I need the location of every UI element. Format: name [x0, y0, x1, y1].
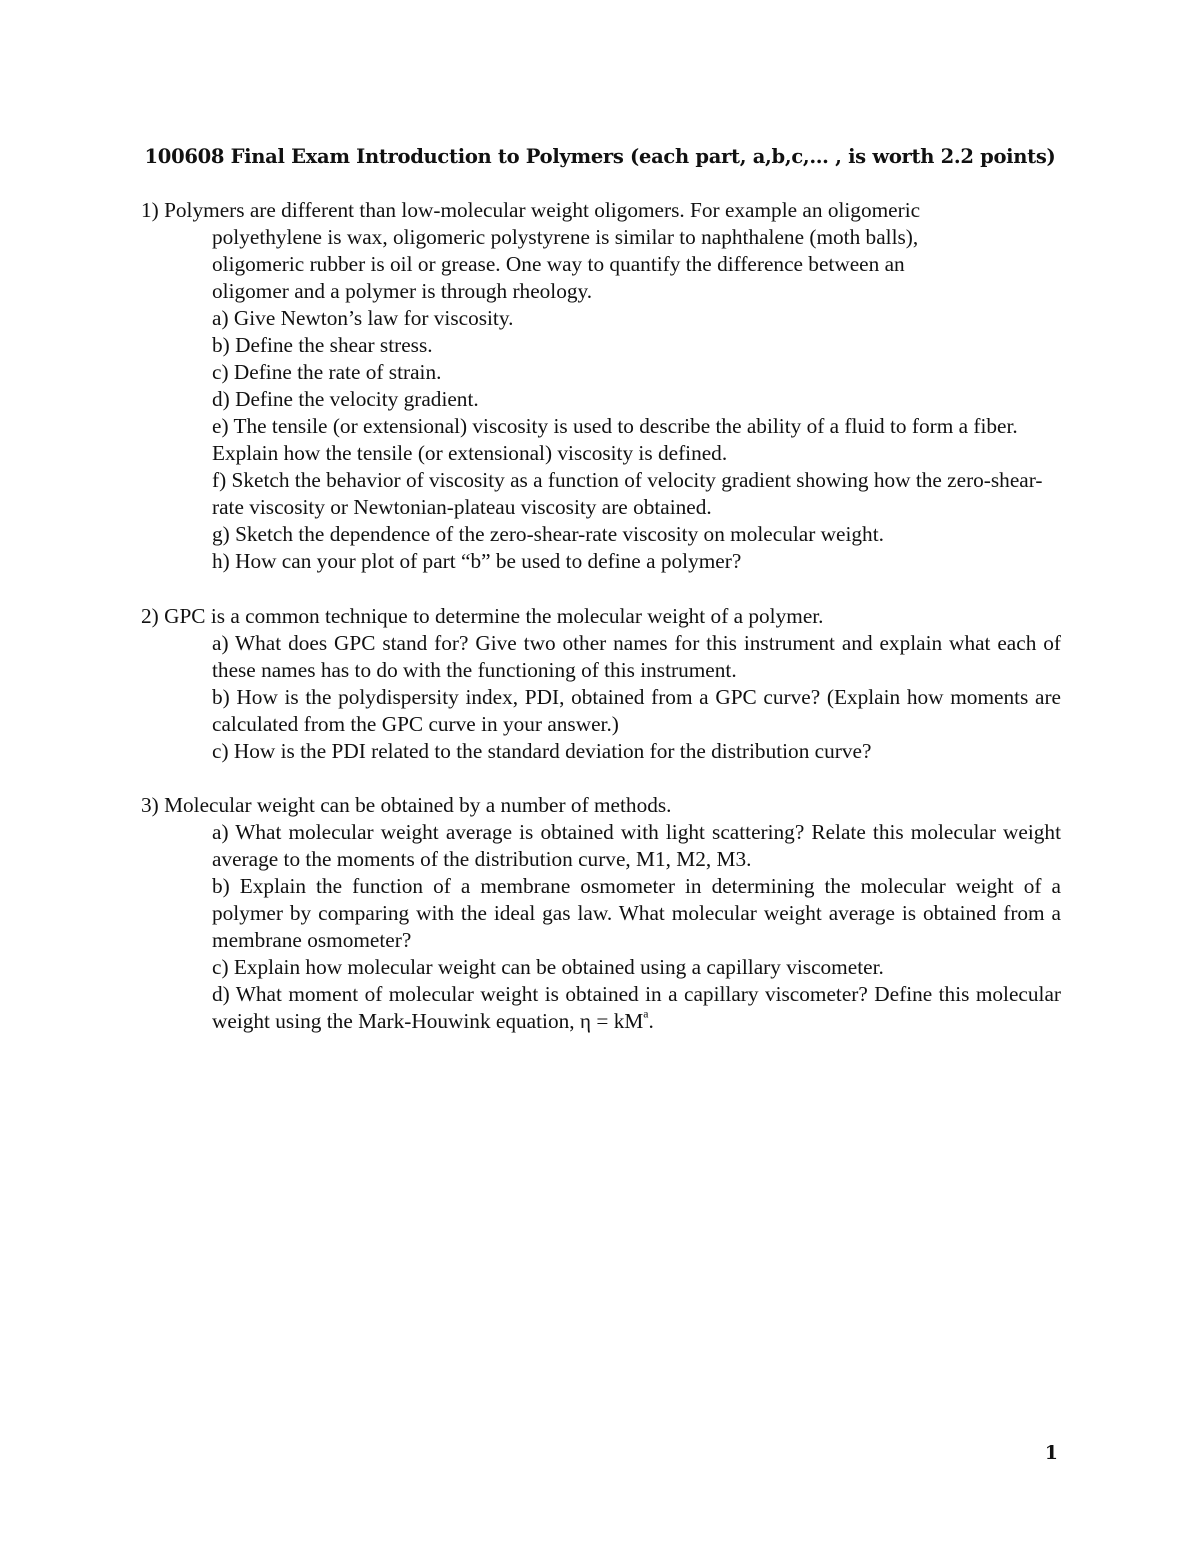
question-2-part-c: c) How is the PDI related to the standard deviation for the distribution curve?	[212, 739, 872, 763]
question-1-part-h: h) How can your plot of part “b” be used to define a polymer?	[212, 549, 742, 573]
exam-title: 100608 Final Exam Introduction to Polymers (each part, a,b,c,… , is worth 2.2 points)	[144, 145, 1056, 168]
question-3-part-c: c) Explain how molecular weight can be obtained using a capillary viscometer.	[212, 955, 884, 979]
question-1-part-d: d) Define the velocity gradient.	[212, 387, 479, 411]
question-2	[141, 603, 1061, 765]
page-number: 1	[1044, 1442, 1058, 1464]
question-1-intro-line: oligomeric rubber is oil or grease. One way to quantify the difference between an	[212, 252, 905, 276]
question-1-part-e: e) The tensile (or extensional) viscosity is used to describe the ability of a fluid to form a fiber. Explain how the tensile (or extensional) viscosity is defined.	[212, 414, 1018, 465]
question-3-part-a: a) What molecular weight average is obtained with light scattering? Relate this molecular weight average to the moments of the distribution curve, M1, M2, M3.	[212, 820, 1061, 871]
question-1-part-f: f) Sketch the behavior of viscosity as a function of velocity gradient showing how the zero-shear-rate viscosity or Newtonian-plateau viscosity are obtained.	[212, 468, 1043, 519]
question-3	[141, 792, 1061, 1035]
question-2-intro-line: 2) GPC is a common technique to determine the molecular weight of a polymer.	[141, 604, 824, 628]
question-2-part-b: b) How is the polydispersity index, PDI, obtained from a GPC curve? (Explain how moments are calculated from the GPC curve in your answer.)	[212, 685, 1061, 736]
question-1-part-g: g) Sketch the dependence of the zero-shear-rate viscosity on molecular weight.	[212, 522, 884, 546]
question-1-intro-line: polyethylene is wax, oligomeric polystyrene is similar to naphthalene (moth balls),	[212, 225, 919, 249]
question-1-part-c: c) Define the rate of strain.	[212, 360, 442, 384]
question-3-part-d-end: .	[648, 1009, 654, 1033]
question-3-part-b: b) Explain the function of a membrane osmometer in determining the molecular weight of a polymer by comparing with the ideal gas law. What molecular weight average is obtained from a membrane osmometer?	[212, 874, 1061, 952]
mark-houwink-exponent: a	[643, 1007, 649, 1021]
question-1	[141, 197, 1061, 575]
question-3-part-d-text: d) What moment of molecular weight is obtained in a capillary viscometer? Define this molecular weight using the Mark-Houwink equation, η = kM	[212, 982, 1061, 1033]
question-1-parts	[141, 305, 1061, 575]
question-3-part-d	[141, 981, 1061, 1035]
question-1-part-a: a) Give Newton’s law for viscosity.	[212, 306, 514, 330]
question-1-part-b: b) Define the shear stress.	[212, 333, 433, 357]
question-2-parts	[141, 630, 1061, 765]
question-1-intro-line: oligomer and a polymer is through rheology.	[212, 279, 593, 303]
question-3-parts	[141, 819, 1061, 1035]
question-2-part-a: a) What does GPC stand for? Give two other names for this instrument and explain what each of these names has to do with the functioning of this instrument.	[212, 631, 1061, 682]
question-1-intro-line: 1) Polymers are different than low-molecular weight oligomers. For example an oligomeric	[141, 198, 921, 222]
question-3-intro-line: 3) Molecular weight can be obtained by a number of methods.	[141, 793, 672, 817]
